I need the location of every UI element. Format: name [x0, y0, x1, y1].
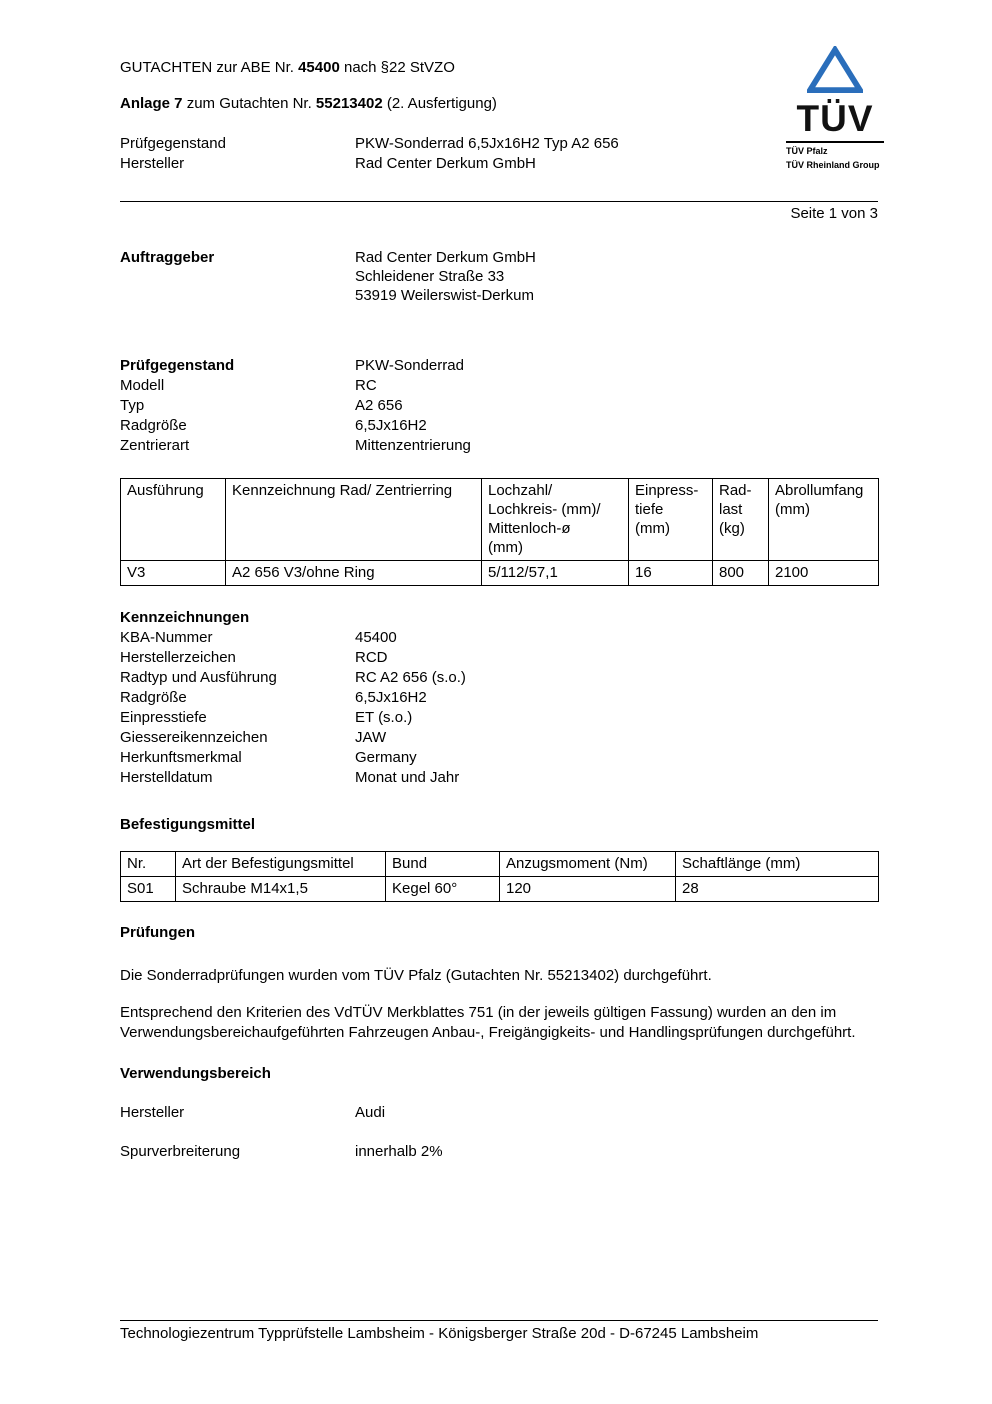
cell-art: Schraube M14x1,5: [176, 877, 386, 902]
kennz-label: Herstelldatum: [120, 769, 213, 786]
befestigungsmittel-section: [120, 815, 878, 902]
cell-kennzeichnung: A2 656 V3/ohne Ring: [226, 561, 482, 586]
meta-row-pruefgegenstand: [120, 134, 878, 154]
col-header-bund: Bund: [386, 852, 500, 877]
spec-row: [120, 416, 878, 436]
meta-value: PKW-Sonderrad 6,5Jx16H2 Typ A2 656: [355, 135, 619, 152]
kennz-row: [120, 768, 878, 788]
fastener-table: [120, 851, 879, 902]
kennz-value: JAW: [355, 729, 387, 746]
footer-address: Technologiezentrum Typprüfstelle Lambsheim - Königsberger Straße 20d - D-67245 Lambsheim: [120, 1325, 759, 1342]
kennzeichnungen-section: [120, 608, 878, 788]
spec-label: Modell: [120, 377, 165, 394]
spec-value: A2 656: [355, 397, 403, 414]
spec-row: [120, 376, 878, 396]
kennz-label: Radtyp und Ausführung: [120, 669, 277, 686]
kennz-row: [120, 688, 878, 708]
kennz-label: KBA-Nummer: [120, 629, 213, 646]
auftraggeber-address: [355, 248, 878, 305]
tuv-logo-subline-2: TÜV Rheinland Group: [786, 160, 880, 170]
spec-value: 6,5Jx16H2: [355, 417, 427, 434]
kennz-row: [120, 708, 878, 728]
cell-einpresstiefe: 16: [629, 561, 713, 586]
spec-row: [120, 356, 878, 376]
kennz-label: Herkunftsmerkmal: [120, 749, 242, 766]
cell-abrollumfang: 2100: [769, 561, 879, 586]
gutachten-number: 55213402: [315, 95, 383, 112]
kennz-value: RC A2 656 (s.o.): [355, 669, 466, 686]
fastener-table-data-row: [121, 877, 879, 902]
tuv-logo-subline-1: TÜV Pfalz: [786, 146, 828, 156]
auftraggeber-label: Auftraggeber: [120, 249, 215, 266]
spec-label: Typ: [120, 397, 145, 414]
meta-row-hersteller: [120, 154, 878, 174]
spec-row: [120, 396, 878, 416]
spec-value: RC: [355, 377, 377, 394]
verwendung-value: innerhalb 2%: [355, 1143, 443, 1160]
annex-mid-text: zum Gutachten Nr.: [182, 95, 316, 112]
address-line: 53919 Weilerswist-Derkum: [355, 287, 534, 304]
col-header-nr: Nr.: [121, 852, 176, 877]
kennz-value: Monat und Jahr: [355, 769, 460, 786]
kennz-value: ET (s.o.): [355, 709, 413, 726]
kennz-label: Einpresstiefe: [120, 709, 207, 726]
cell-lochzahl: 5/112/57,1: [482, 561, 629, 586]
pruefungen-paragraph-1: Die Sonderradprüfungen wurden vom TÜV Pfalz (Gutachten Nr. 55213402) durchgeführt.: [120, 967, 712, 984]
kennz-value: Germany: [355, 749, 417, 766]
pruefgegenstand-section: [120, 356, 878, 456]
wheel-table-header-row: [121, 479, 879, 561]
tuv-logo-wordmark: TÜV: [786, 100, 884, 143]
spec-value: Mittenzentrierung: [355, 437, 471, 454]
address-line: Schleidener Straße 33: [355, 268, 505, 285]
document-title-line: [120, 58, 878, 77]
spec-value: PKW-Sonderrad: [355, 357, 464, 374]
annex-suffix: (2. Ausfertigung): [382, 95, 497, 112]
cell-bund: Kegel 60°: [386, 877, 500, 902]
title-prefix: GUTACHTEN zur ABE Nr.: [120, 59, 299, 76]
meta-label: Hersteller: [120, 155, 185, 172]
page-indicator: Seite 1 von 3: [790, 205, 878, 222]
title-suffix: nach §22 StVZO: [339, 59, 455, 76]
verwendung-label: Spurverbreiterung: [120, 1143, 241, 1160]
fastener-table-header-row: [121, 852, 879, 877]
spec-row: [120, 436, 878, 456]
verwendung-label: Hersteller: [120, 1104, 185, 1121]
spec-label: Prüfgegenstand: [120, 357, 235, 374]
cell-ausfuehrung: V3: [121, 561, 226, 586]
cell-radlast: 800: [713, 561, 769, 586]
kennz-row: [120, 668, 878, 688]
cell-nr: S01: [121, 877, 176, 902]
pruefungen-paragraph-2: Entsprechend den Kriterien des VdTÜV Merkblattes 751 (in der jeweils gültigen Fassung) wurden an den im Verwendungsbereichaufgeführten Fahrzeugen Anbau-, Freigängigkeits- und Handlingsprüfungen durchgeführt.: [120, 1004, 856, 1041]
kennz-value: 6,5Jx16H2: [355, 689, 427, 706]
pruefungen-section: [120, 923, 878, 1043]
header-meta: [120, 134, 878, 174]
section-title-befestigungsmittel: Befestigungsmittel: [120, 816, 256, 833]
cell-anzugsmoment: 120: [500, 877, 676, 902]
kennz-row: [120, 748, 878, 768]
annex-number: Anlage 7: [120, 95, 183, 112]
cell-schaftlaenge: 28: [676, 877, 879, 902]
col-header-einpresstiefe: Einpress- tiefe (mm): [629, 479, 713, 561]
kennz-label: Herstellerzeichen: [120, 649, 236, 666]
col-header-kennzeichnung: Kennzeichnung Rad/ Zentrierring: [226, 479, 482, 561]
col-header-abrollumfang: Abrollumfang (mm): [769, 479, 879, 561]
section-title-kennzeichnungen: Kennzeichnungen: [120, 609, 250, 626]
col-header-art: Art der Befestigungsmittel: [176, 852, 386, 877]
verwendung-row-hersteller: [120, 1103, 878, 1123]
kennz-label: Radgröße: [120, 689, 187, 706]
col-header-anzugsmoment: Anzugsmoment (Nm): [500, 852, 676, 877]
kennz-label: Giessereikennzeichen: [120, 729, 268, 746]
col-header-ausfuehrung: Ausführung: [121, 479, 226, 561]
wheel-table-data-row: [121, 561, 879, 586]
kennz-row: [120, 628, 878, 648]
verwendungsbereich-section: [120, 1064, 878, 1162]
kennzeichnungen-rows: [120, 628, 878, 788]
kennz-row: [120, 648, 878, 668]
section-title-verwendungsbereich: Verwendungsbereich: [120, 1065, 271, 1082]
address-line: Rad Center Derkum GmbH: [355, 249, 536, 266]
abe-number: 45400: [298, 59, 340, 76]
verwendung-row-spurverbreiterung: [120, 1142, 878, 1162]
section-title-pruefungen: Prüfungen: [120, 924, 195, 941]
wheel-spec-table: [120, 478, 879, 586]
spec-label: Radgröße: [120, 417, 187, 434]
annex-line: [120, 94, 878, 113]
col-header-lochzahl: Lochzahl/ Lochkreis- (mm)/ Mittenloch-ø (mm): [482, 479, 629, 561]
col-header-schaftlaenge: Schaftlänge (mm): [676, 852, 879, 877]
kennz-row: [120, 728, 878, 748]
meta-label: Prüfgegenstand: [120, 135, 226, 152]
kennz-value: 45400: [355, 629, 397, 646]
meta-value: Rad Center Derkum GmbH: [355, 155, 536, 172]
col-header-radlast: Rad- last (kg): [713, 479, 769, 561]
page-footer: [120, 1320, 878, 1344]
spec-label: Zentrierart: [120, 437, 190, 454]
auftraggeber-block: [120, 248, 878, 305]
verwendung-value: Audi: [355, 1104, 386, 1121]
kennz-value: RCD: [355, 649, 388, 666]
